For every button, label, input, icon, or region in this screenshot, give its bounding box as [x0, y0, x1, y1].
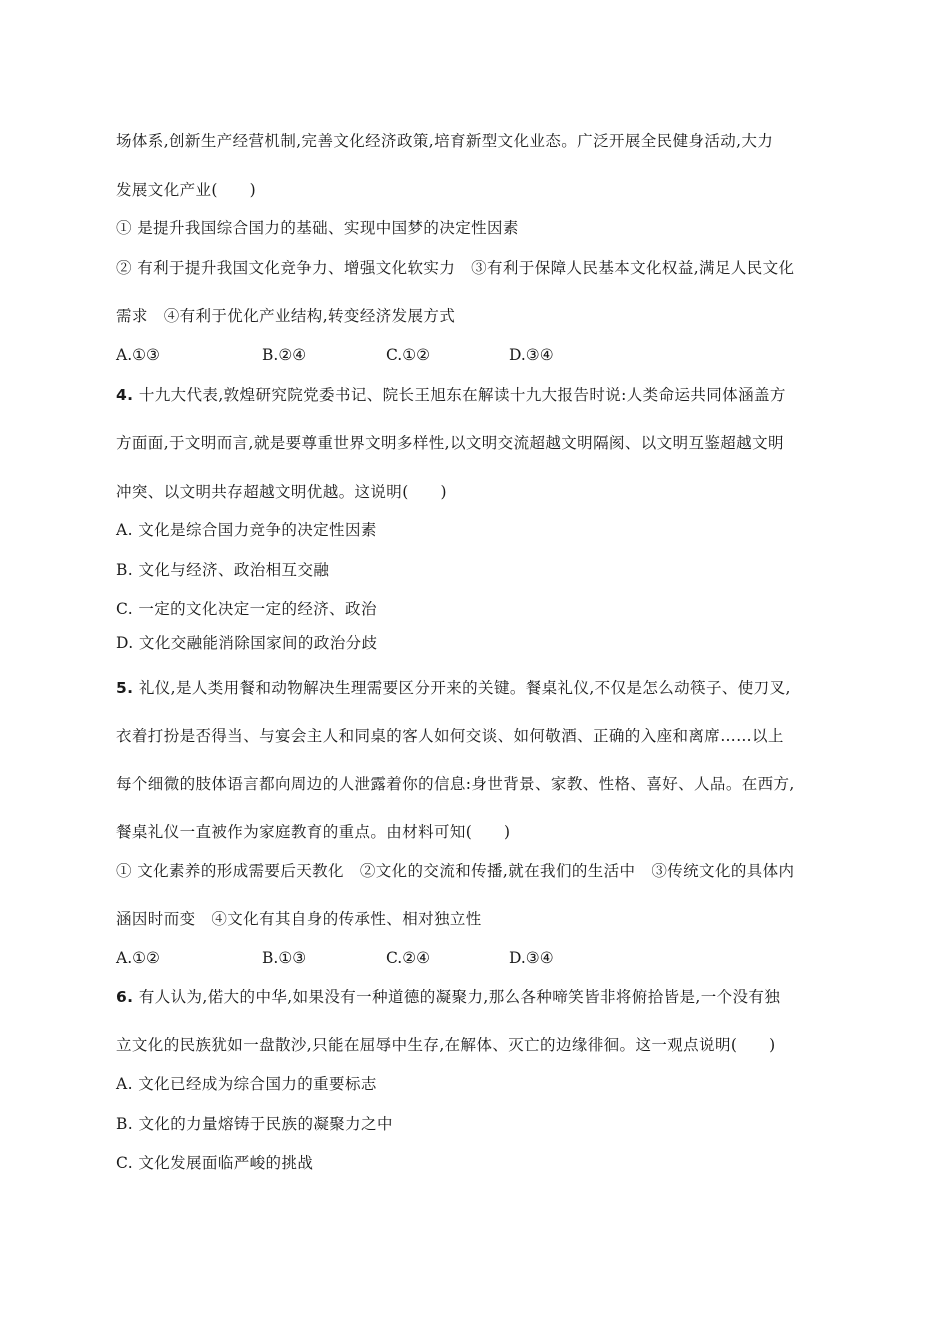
- q5-choice-d: D.③④: [509, 949, 554, 967]
- q4-option-c: C. 一定的文化决定一定的经济、政治: [116, 600, 377, 618]
- q5-items-line-1: ① 文化素养的形成需要后天教化 ②文化的交流和传播,就在我们的生活中 ③传统文化的具体内: [116, 862, 795, 880]
- q5-stem-line-2: 衣着打扮是否得当、与宴会主人和同桌的客人如何交谈、如何敬酒、正确的入座和离席……以上: [116, 727, 784, 745]
- q5-stem-line-3: 每个细微的肢体语言都向周边的人泄露着你的信息:身世背景、家教、性格、喜好、人品。在西方,: [116, 775, 795, 793]
- q6-stem-line-1: [116, 987, 780, 1007]
- q3-choice-d: D.③④: [509, 346, 554, 364]
- q5-choice-a: A.①②: [116, 949, 160, 967]
- q4-option-a: A. 文化是综合国力竞争的决定性因素: [116, 521, 377, 539]
- q4-number: 4.: [116, 386, 134, 404]
- q3-item-2-line-1: ② 有利于提升我国文化竞争力、增强文化软实力 ③有利于保障人民基本文化权益,满足人民文化: [116, 259, 795, 277]
- q3-stem-line-2: 发展文化产业( ): [116, 181, 257, 199]
- q3-choice-b: B.②④: [262, 346, 307, 364]
- q3-item-2-line-2: 需求 ④有利于优化产业结构,转变经济发展方式: [116, 307, 456, 325]
- q5-choice-b: B.①③: [262, 949, 307, 967]
- q5-stem-line-1: [116, 678, 791, 698]
- q5-stem-text: 礼仪,是人类用餐和动物解决生理需要区分开来的关键。餐桌礼仪,不仅是怎么动筷子、使刀叉,: [138, 679, 791, 697]
- q5-choice-c: C.②④: [386, 949, 431, 967]
- q3-stem-line-1: 场体系,创新生产经营机制,完善文化经济政策,培育新型文化业态。广泛开展全民健身活动,大力: [116, 132, 774, 150]
- q6-stem-line-2: 立文化的民族犹如一盘散沙,只能在屈辱中生存,在解体、灭亡的边缘徘徊。这一观点说明( ): [116, 1036, 776, 1054]
- q3-item-1: ① 是提升我国综合国力的基础、实现中国梦的决定性因素: [116, 219, 519, 237]
- q4-stem-text: 十九大代表,敦煌研究院党委书记、院长王旭东在解读十九大报告时说:人类命运共同体涵盖方: [138, 386, 786, 404]
- q4-option-b: B. 文化与经济、政治相互交融: [116, 561, 330, 579]
- q6-stem-text: 有人认为,偌大的中华,如果没有一种道德的凝聚力,那么各种啼笑皆非将俯拾皆是,一个没有独: [138, 988, 781, 1006]
- q4-option-d: D. 文化交融能消除国家间的政治分歧: [116, 634, 378, 652]
- q5-items-line-2: 涵因时而变 ④文化有其自身的传承性、相对独立性: [116, 910, 482, 928]
- q6-option-b: B. 文化的力量熔铸于民族的凝聚力之中: [116, 1115, 393, 1133]
- q6-option-a: A. 文化已经成为综合国力的重要标志: [116, 1075, 377, 1093]
- q6-number: 6.: [116, 988, 134, 1006]
- q6-option-c: C. 文化发展面临严峻的挑战: [116, 1154, 314, 1172]
- q3-choice-a: A.①③: [116, 346, 160, 364]
- q5-number: 5.: [116, 679, 134, 697]
- q3-choice-c: C.①②: [386, 346, 431, 364]
- q4-stem-line-1: [116, 385, 786, 405]
- q4-stem-line-3: 冲突、以文明共存超越文明优越。这说明( ): [116, 483, 447, 501]
- q4-stem-line-2: 方面面,于文明而言,就是要尊重世界文明多样性,以文明交流超越文明隔阂、以文明互鉴超越文明: [116, 434, 784, 452]
- q5-stem-line-4: 餐桌礼仪一直被作为家庭教育的重点。由材料可知( ): [116, 823, 511, 841]
